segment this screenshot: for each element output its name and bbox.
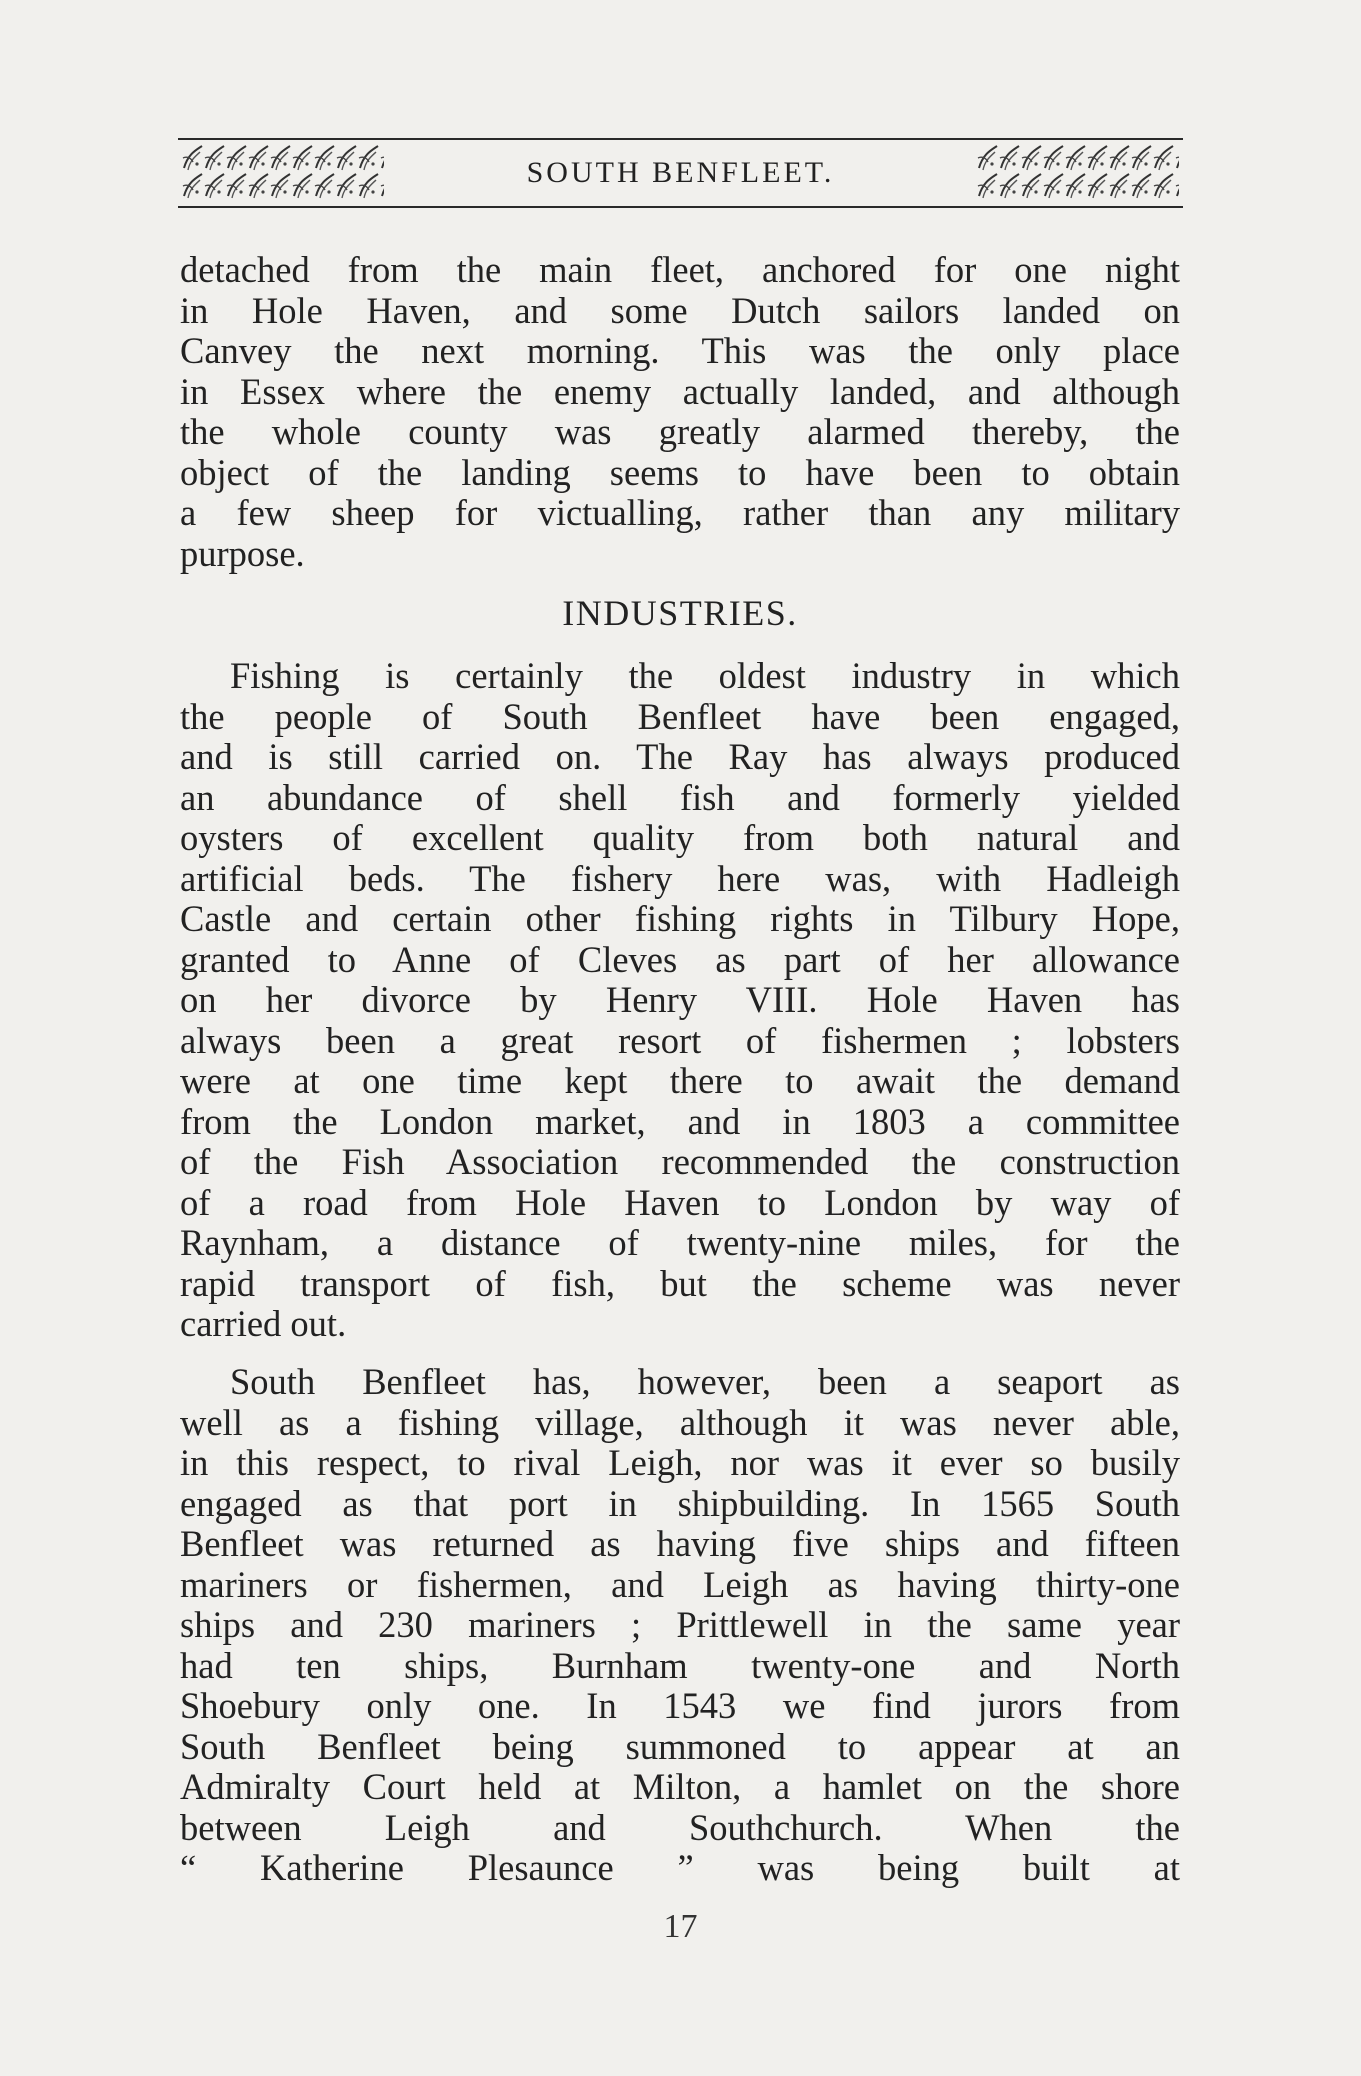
text-line: Admiralty Court held at Milton, a hamlet on the shore <box>180 1766 1180 1807</box>
text-line: were at one time kept there to await the demand <box>180 1060 1180 1101</box>
text-line: had ten ships, Burnham twenty-one and North <box>180 1644 1180 1686</box>
text-line: rapid transport of fish, but the scheme was never <box>180 1262 1180 1304</box>
text-line: Raynham, a distance of twenty-nine miles, for the <box>180 1222 1180 1263</box>
text-line: South Benfleet being summoned to appear at an <box>180 1725 1180 1767</box>
text-line: artificial beds. The fishery here was, with Hadleigh <box>180 857 1180 899</box>
text-line: mariners or fishermen, and Leigh as having thirty-one <box>180 1563 1180 1605</box>
text-line: detached from the main fleet, anchored for one night <box>180 249 1180 290</box>
running-header-title: SOUTH BENFLEET. <box>526 156 835 189</box>
text-line: oysters of excellent quality from both natural and <box>180 817 1180 858</box>
text-line: in Hole Haven, and some Dutch sailors landed on <box>180 289 1180 331</box>
text-line: purpose. <box>180 532 305 574</box>
text-line: ships and 230 mariners ; Prittlewell in the same year <box>180 1604 1180 1645</box>
text-line: well as a fishing village, although it was never able, <box>180 1401 1180 1443</box>
text-line: South Benfleet has, however, been a seaport as <box>230 1361 1180 1402</box>
header-rule-bottom <box>178 206 1183 208</box>
text-line: from the London market, and in 1803 a committee <box>180 1100 1180 1142</box>
right-header-ornament <box>977 144 1179 200</box>
text-line: of the Fish Association recommended the construction <box>180 1141 1180 1182</box>
text-line: Benfleet was returned as having five ships and fifteen <box>180 1523 1180 1564</box>
text-line: in Essex where the enemy actually landed, and although <box>180 370 1180 412</box>
text-line: the whole county was greatly alarmed thereby, the <box>180 411 1180 452</box>
text-line: in this respect, to rival Leigh, nor was it ever so busily <box>180 1442 1180 1483</box>
text-line: object of the landing seems to have been to obtain <box>180 451 1180 493</box>
header-rule-top <box>178 138 1183 140</box>
text-line: between Leigh and Southchurch. When the <box>180 1806 1180 1848</box>
paragraph-continuation <box>180 250 1180 574</box>
paragraph-seaport <box>180 1362 1180 1889</box>
paragraph-fishing <box>180 656 1180 1345</box>
text-line: always been a great resort of fishermen ; lobsters <box>180 1019 1180 1061</box>
text-line: an abundance of shell fish and formerly yielded <box>180 776 1180 818</box>
text-line: Castle and certain other fishing rights in Tilbury Hope, <box>180 898 1180 939</box>
page-number: 17 <box>663 1908 698 1945</box>
text-line: and is still carried on. The Ray has always produced <box>180 736 1180 777</box>
text-line: a few sheep for victualling, rather than any military <box>180 492 1180 533</box>
text-line: Canvey the next morning. This was the only place <box>180 330 1180 371</box>
text-line: “ Katherine Plesaunce ” was being built at <box>180 1847 1180 1888</box>
text-line: of a road from Hole Haven to London by way of <box>180 1181 1180 1223</box>
text-line: engaged as that port in shipbuilding. In 1565 South <box>180 1482 1180 1524</box>
text-line: the people of South Benfleet have been engaged, <box>180 695 1180 737</box>
text-line: granted to Anne of Cleves as part of her allowance <box>180 938 1180 980</box>
section-heading: INDUSTRIES. <box>562 593 798 633</box>
running-header <box>178 138 1183 208</box>
text-line: on her divorce by Henry VIII. Hole Haven has <box>180 979 1180 1020</box>
text-line: Shoebury only one. In 1543 we find jurors from <box>180 1685 1180 1726</box>
text-line: Fishing is certainly the oldest industry in which <box>230 655 1180 696</box>
text-line: carried out. <box>180 1303 347 1344</box>
